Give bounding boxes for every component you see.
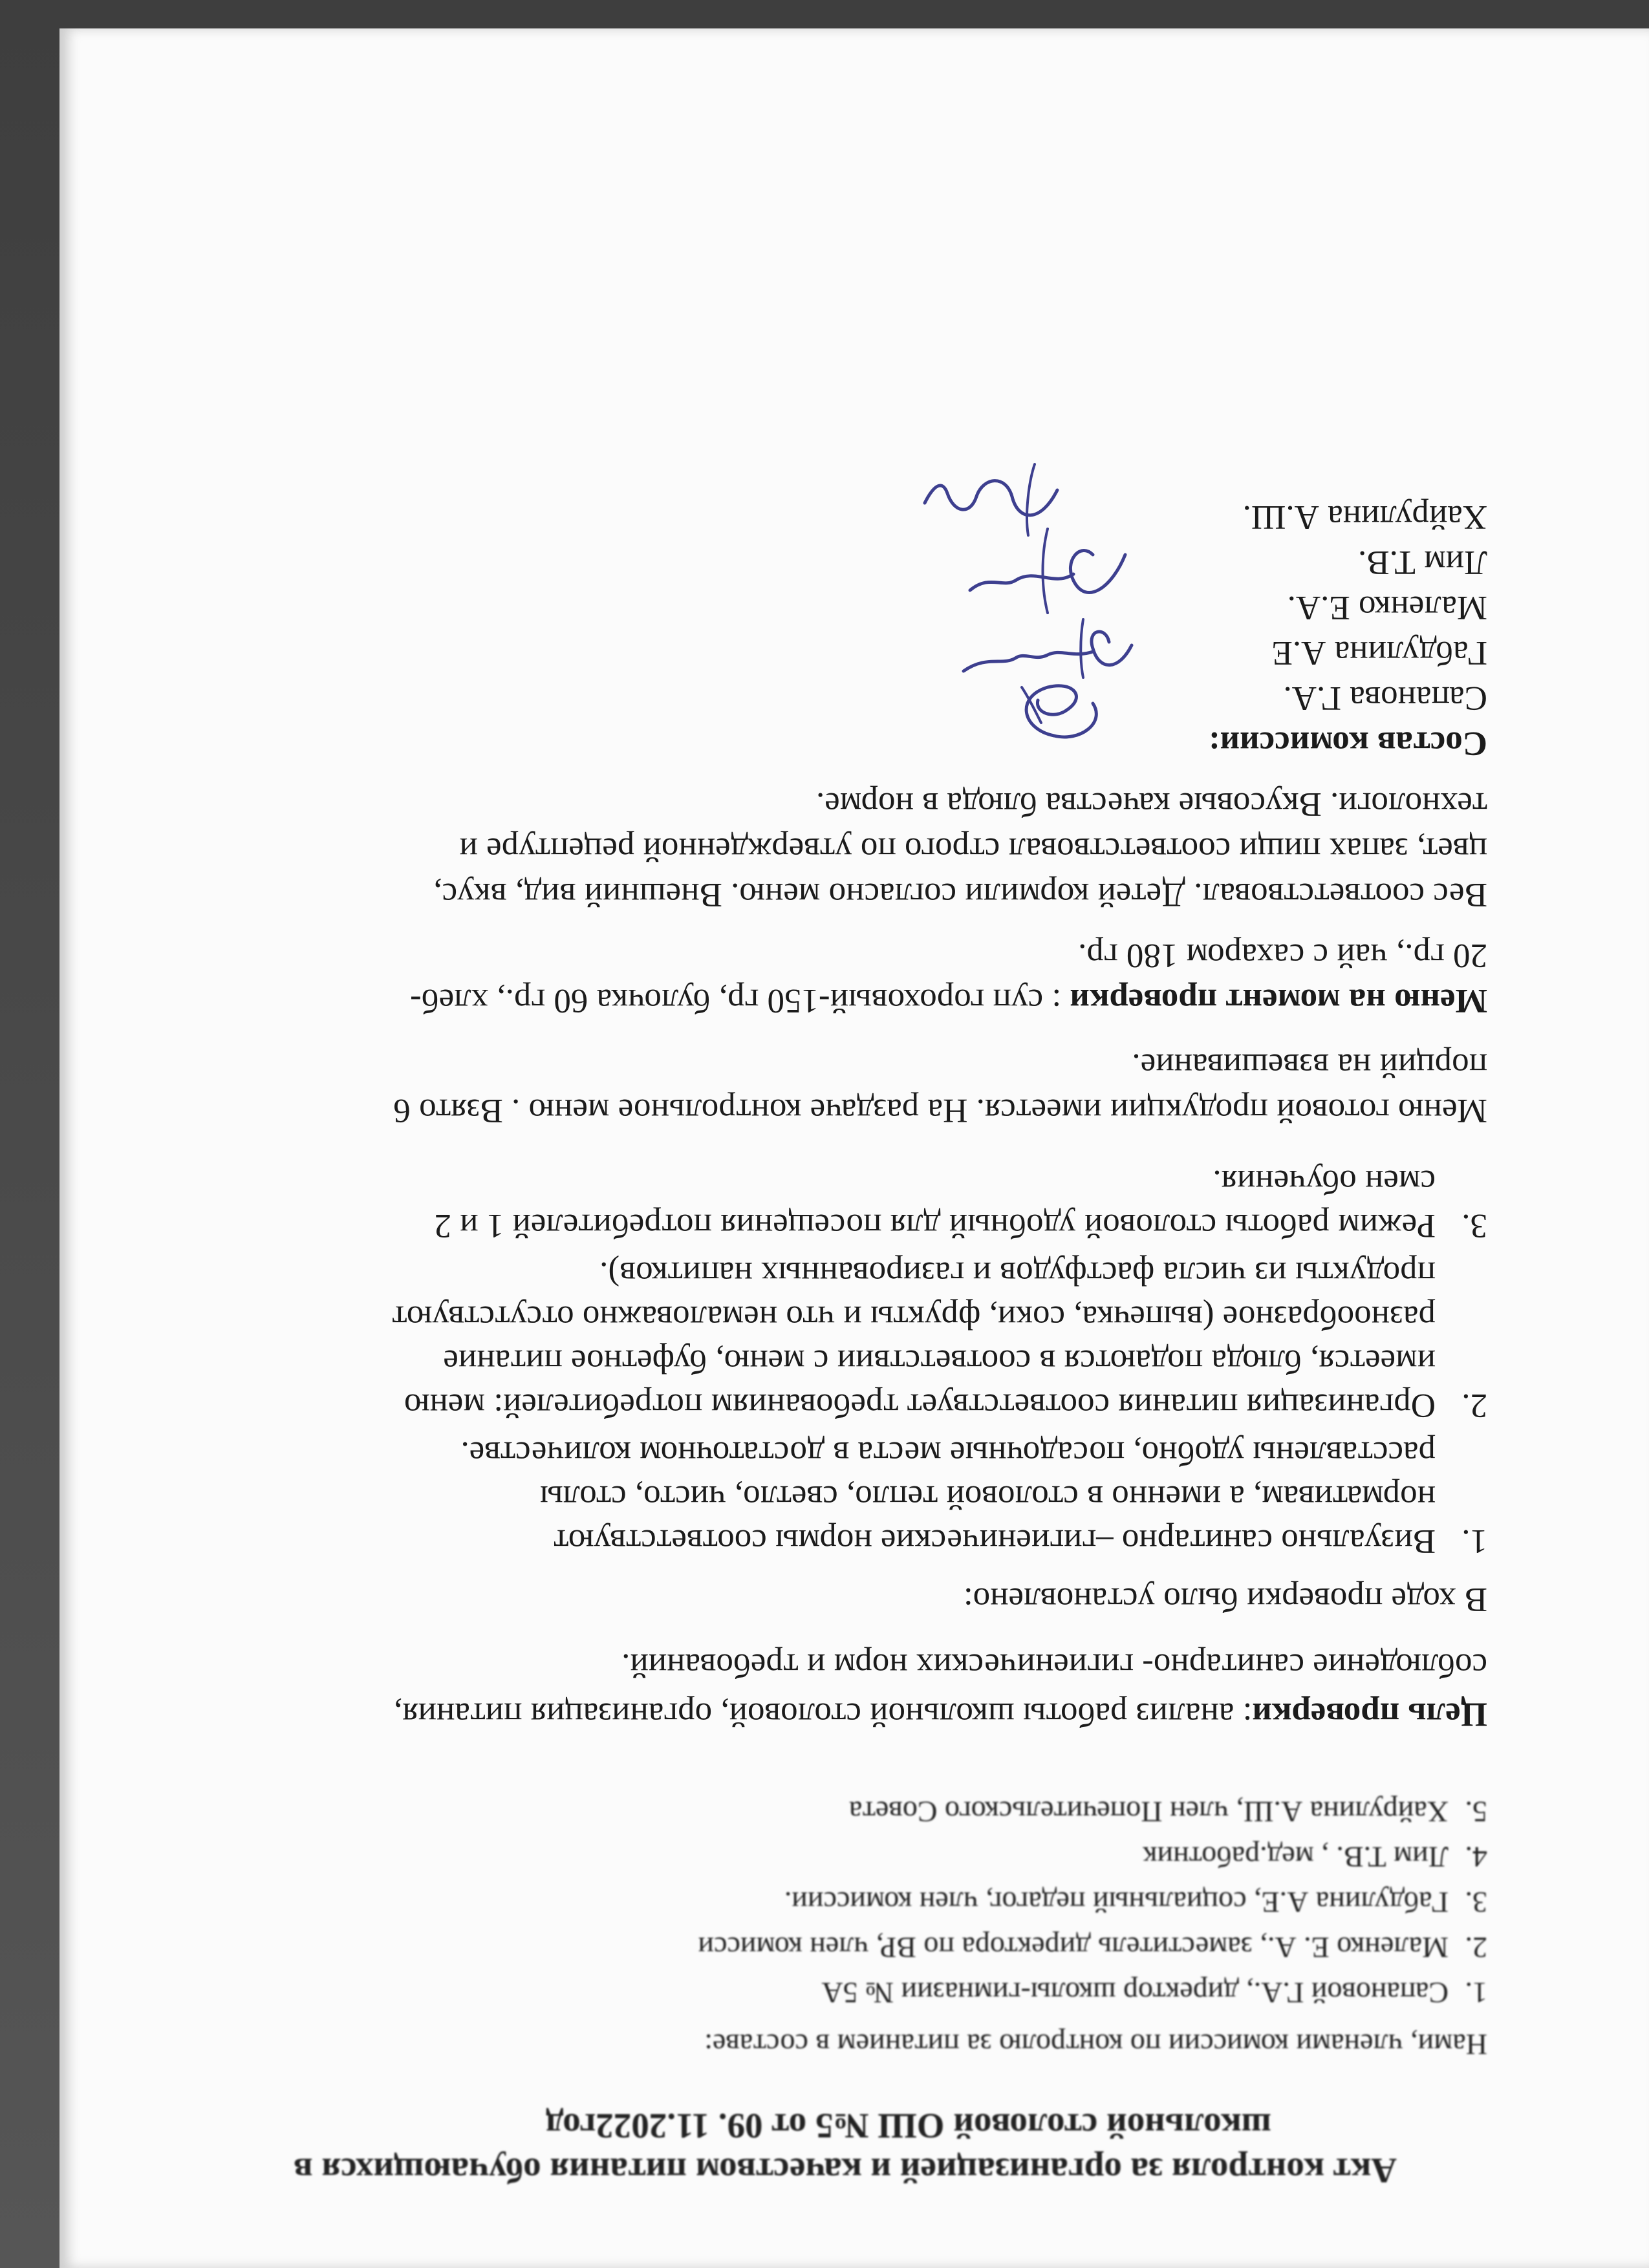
member-text: Лим Т.В. , мед.работник — [1143, 1841, 1449, 1874]
quality-line-2: цвет, запах пищи соответствовал строго по утвержденной рецептуре и — [459, 831, 1487, 868]
purpose-label: Цель проверки — [1252, 1696, 1487, 1733]
member-item — [849, 1793, 1487, 1830]
member-item — [1143, 1839, 1487, 1875]
menu-ready-line-2: порций на взвешивание. — [1132, 1047, 1487, 1084]
member-text: Сапановой Г.А., директор школы-гимназии № 5А — [821, 1976, 1449, 2009]
member-number: 5. — [1465, 1795, 1487, 1828]
member-number: 4. — [1465, 1841, 1487, 1874]
finding-number: 2. — [1461, 1387, 1487, 1424]
member-number: 1. — [1465, 1976, 1487, 2009]
menu-check-label: Меню на момент проверки — [1070, 982, 1487, 1020]
doc-intro: Нами, членами комиссии по контролю за питанием в составе: — [704, 2028, 1487, 2061]
finding-line: разнообразное (выпечка, соки, фрукты и что немаловажно отсутствуют — [392, 1299, 1436, 1336]
finding-number: 3. — [1461, 1207, 1487, 1245]
quality-line-3: технологи. Вкусовые качества блюда в норме. — [815, 786, 1487, 823]
finding-line: нормативам, а именно в столовой тепло, светло, чисто, столы — [539, 1479, 1436, 1516]
member-item — [698, 1929, 1487, 1965]
member-text: Маленко Е. А., заместитель директора по ВР, член комисси — [698, 1931, 1449, 1964]
findings-intro: В ходе проверки было установлено: — [963, 1581, 1487, 1618]
commission-label: Состав комиссии: — [1208, 725, 1487, 762]
menu-check-line-2: 20 гр., чай с сахаром 180 гр. — [1078, 937, 1487, 974]
commission-name: Габдулина А.Е — [1271, 634, 1487, 672]
member-number: 3. — [1465, 1886, 1487, 1919]
finding-line: расставлены удобно, посадочные места в достаточном количестве. — [460, 1435, 1436, 1472]
purpose-line-2: соблюдение санитарно- гигиенических норм и требований. — [621, 1647, 1487, 1684]
purpose-text: : анализ работы школьной столовой, организация питания, — [393, 1696, 1253, 1733]
doc-title-line-2: школьной столовой ОШ №5 от 09. 11.2022год — [545, 2106, 1271, 2146]
doc-title-line-1: Акт контроля за организацией и качеством питания обучающихся в — [293, 2151, 1397, 2190]
commission-name: Лим Т.В. — [1357, 544, 1487, 581]
member-number: 2. — [1465, 1931, 1487, 1964]
finding-line: смен обучения. — [1212, 1163, 1436, 1201]
finding-line: Организация питания соответствует требованиям потребителей: меню — [404, 1387, 1436, 1424]
quality-line-1: Вес соответствовал. Детей кормили согласно меню. Внешний вид, вкус, — [433, 876, 1487, 914]
finding-line: Визуально санитарно –гигиенические нормы соответствуют — [554, 1523, 1436, 1560]
commission-name: Маленко Е.А. — [1287, 589, 1487, 626]
finding-line: продукты из числа фастфудов и газированных напитков). — [599, 1255, 1436, 1292]
member-item — [784, 1884, 1487, 1920]
finding-line: имеется, блюда подаются в соответствии с меню, буфетное питание — [443, 1343, 1436, 1380]
purpose-line-1 — [394, 1694, 1487, 1735]
finding-line: Режим работы столовой удобный для посещения потребителей 1 и 2 — [434, 1207, 1436, 1245]
commission-name: Сапанова Г.А. — [1283, 679, 1487, 717]
signature-khairulina — [918, 458, 1067, 548]
menu-check-text: : суп гороховый-150 гр, булочка 60 гр., хлеб- — [410, 982, 1070, 1020]
member-text: Габдулина А.Е, социальный педагог, член комиссии. — [784, 1886, 1449, 1919]
commission-name: Хайрулина А.Ш. — [1242, 498, 1487, 536]
rotated-document-content — [59, 28, 1649, 2268]
finding-number: 1. — [1461, 1523, 1487, 1560]
member-text: Хайрулина А.Ш, член Попечительского Совета — [848, 1795, 1449, 1828]
menu-ready-line-1: Меню готовой продукции имеется. На раздаче контрольное меню . Взято 6 — [393, 1092, 1487, 1129]
document-sheet — [59, 28, 1649, 2268]
member-item — [821, 1974, 1487, 2011]
menu-check-line-1 — [410, 980, 1487, 1022]
